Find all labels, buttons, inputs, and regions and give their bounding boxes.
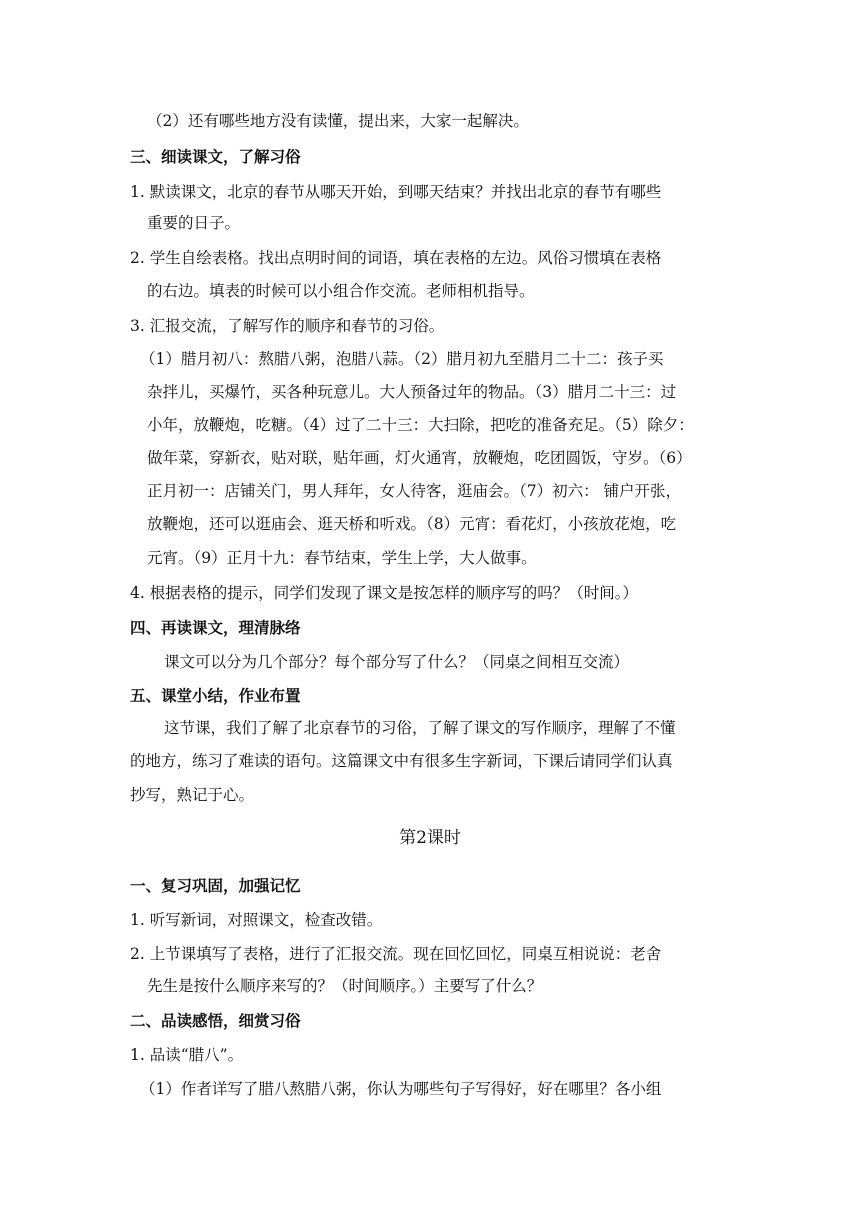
- paragraph-line: 元宵。（9）正月十九：春节结束，学生上学，大人做事。: [147, 549, 537, 567]
- paragraph-line: 正月初一：店铺关门，男人拜年，女人待客，逛庙会。（7）初六： 铺户开张，: [147, 482, 682, 500]
- paragraph-line: 先生是按什么顺序来写的？（时间顺序。）主要写了什么？: [147, 977, 543, 995]
- paragraph-line: （1）腊月初八：熬腊八粥，泡腊八蒜。（2）腊月初九至腊月二十二：孩子买: [140, 350, 664, 368]
- section-heading: 一、复习巩固，加强记忆: [130, 877, 301, 895]
- paragraph-line: 2. 学生自绘表格。找出点明时间的词语，填在表格的左边。风俗习惯填在表格: [130, 249, 662, 267]
- section-heading: 三、细读课文，了解习俗: [130, 148, 301, 166]
- paragraph-line: 的右边。填表的时候可以小组合作交流。老师相机指导。: [147, 282, 535, 300]
- section-heading: 二、品读感悟，细赏习俗: [130, 1012, 301, 1030]
- paragraph-line: 小年，放鞭炮，吃糖。（4）过了二十三：大扫除，把吃的准备充足。（5）除夕：: [147, 416, 694, 434]
- paragraph-line: 重要的日子。: [147, 214, 241, 232]
- paragraph-line: （2）还有哪些地方没有读懂，提出来，大家一起解决。: [147, 112, 529, 130]
- paragraph-line: 1. 听写新词，对照课文，检查改错。: [130, 911, 383, 929]
- paragraph-line: 抄写，熟记于心。: [130, 786, 255, 804]
- paragraph-line: 3. 汇报交流，了解写作的顺序和春节的习俗。: [130, 317, 445, 335]
- paragraph-line: （1）作者详写了腊八熬腊八粥，你认为哪些句子写得好，好在哪里？各小组: [140, 1080, 662, 1098]
- paragraph-line: 杂拌儿，买爆竹，买各种玩意儿。大人预备过年的物品。（3）腊月二十三：过: [147, 383, 677, 401]
- paragraph-line: 这节课，我们了解了北京春节的习俗，了解了课文的写作顺序，理解了不懂: [164, 719, 676, 737]
- paragraph-line: 1. 默读课文，北京的春节从哪天开始，到哪天结束？并找出北京的春节有哪些: [130, 183, 662, 201]
- paragraph-line: 课文可以分为几个部分？每个部分写了什么？（同桌之间相互交流）: [164, 653, 630, 671]
- paragraph-line: 做年菜，穿新衣，贴对联，贴年画，灯火通宵，放鞭炮，吃团圆饭，守岁。（6）: [147, 449, 692, 467]
- paragraph-line: 2. 上节课填写了表格，进行了汇报交流。现在回忆回忆，同桌互相说说：老舍: [130, 945, 662, 963]
- paragraph-line: 1. 品读“腊八”。: [130, 1046, 244, 1064]
- paragraph-line: 的地方，练习了难读的语句。这篇课文中有很多生字新词，下课后请同学们认真: [130, 752, 673, 770]
- section-heading: 五、课堂小结，作业布置: [130, 687, 301, 705]
- paragraph-line: 放鞭炮，还可以逛庙会、逛天桥和听戏。（8）元宵：看花灯，小孩放花炮，吃: [147, 515, 677, 533]
- paragraph-line: 4. 根据表格的提示，同学们发现了课文是按怎样的顺序写的吗？（时间。）: [130, 584, 638, 602]
- lesson-title: 第2课时: [399, 828, 461, 848]
- section-heading: 四、再读课文，理清脉络: [130, 619, 301, 637]
